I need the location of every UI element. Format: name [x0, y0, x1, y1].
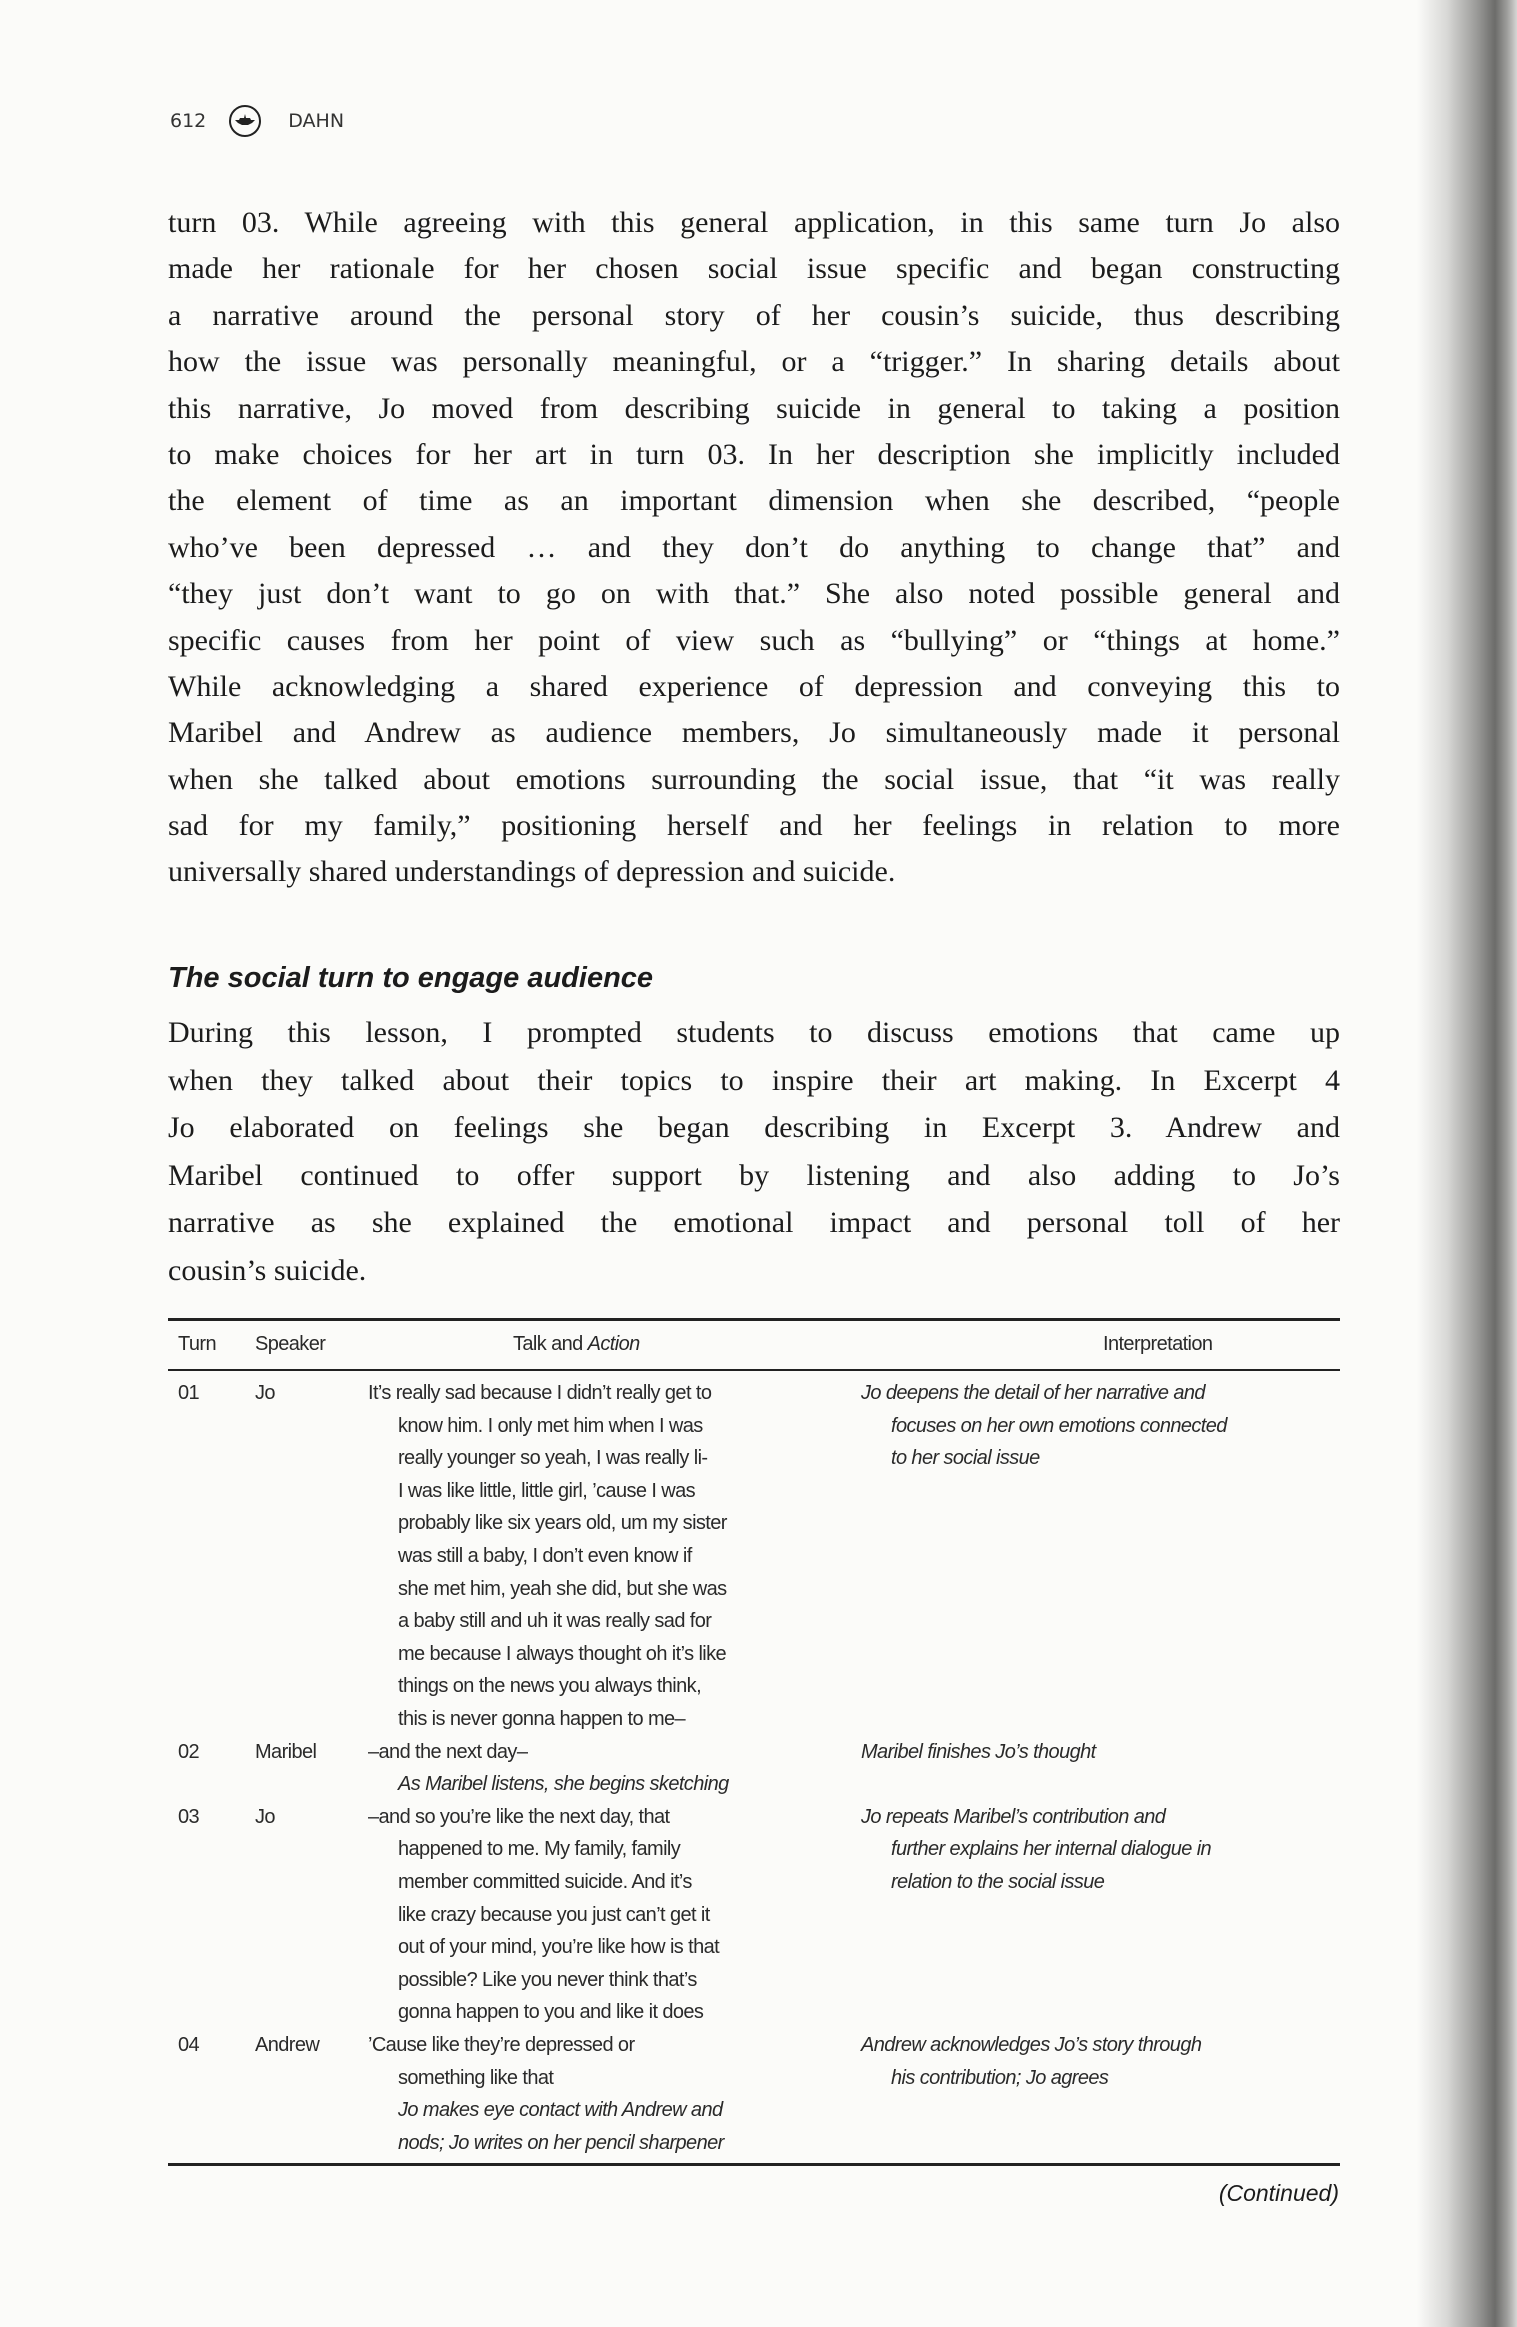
talk-line: member committed suicide. And it’s	[398, 1870, 692, 1893]
talk-line: something like that	[398, 2066, 554, 2089]
talk-line: –and so you’re like the next day, that	[368, 1805, 670, 1828]
talk-line: gonna happen to you and like it does	[398, 2001, 704, 2024]
table-row	[168, 1801, 1340, 2029]
excerpt-table	[168, 1318, 1340, 2166]
text-line: sad for my family,” positioning herself and her feelings in relation to more	[168, 809, 1340, 843]
header-talk-action	[513, 1333, 640, 1356]
text-line: the element of time as an important dimension when she described, “people	[168, 484, 1340, 518]
section-heading: The social turn to engage audience	[168, 962, 654, 994]
interpretation-cell	[861, 1377, 1227, 1475]
talk-line: –and the next day–	[368, 1740, 528, 1763]
table-header	[168, 1321, 1340, 1369]
action-line: nods; Jo writes on her pencil sharpener	[398, 2131, 724, 2154]
header-speaker: Speaker	[255, 1333, 326, 1355]
text-line: Maribel and Andrew as audience members, Jo simultaneously made it personal	[168, 716, 1340, 750]
table-row	[168, 1377, 1340, 1736]
text-line: “they just don’t want to go on with that.” She also noted possible general and	[168, 577, 1340, 611]
talk-line: happened to me. My family, family	[398, 1838, 681, 1861]
talk-line: out of your mind, you’re like how is that	[398, 1936, 720, 1959]
text-line: who’ve been depressed … and they don’t do anything to change that” and	[168, 530, 1340, 564]
text-line: narrative as she explained the emotional impact and personal toll of her	[168, 1206, 1340, 1239]
text-line: a narrative around the personal story of her cousin’s suicide, thus describing	[168, 298, 1340, 332]
talk-line: I was like little, little girl, ’cause I was	[398, 1479, 696, 1502]
header-action: Action	[587, 1333, 640, 1355]
interpretation-line: focuses on her own emotions connected	[891, 1414, 1227, 1437]
talk-line: she met him, yeah she did, but she was	[398, 1577, 727, 1600]
text-line: While acknowledging a shared experience of depression and conveying this to	[168, 669, 1340, 703]
page-edge-shadow	[1417, 0, 1517, 2327]
text-line: this narrative, Jo moved from describing suicide in general to taking a position	[168, 391, 1340, 425]
text-line: universally shared understandings of depression and suicide.	[168, 855, 896, 889]
continued-label: (Continued)	[1218, 2180, 1339, 2206]
text-line: Maribel continued to offer support by listening and also adding to Jo’s	[168, 1158, 1340, 1192]
text-line: made her rationale for her chosen social issue specific and began constructing	[168, 252, 1340, 286]
interpretation-cell	[861, 1801, 1211, 1899]
turn-cell: 03	[178, 1805, 200, 1828]
interpretation-cell	[861, 1736, 1096, 1769]
author-name: DAHN	[288, 110, 345, 132]
talk-cell	[368, 1801, 719, 2029]
text-line: when they talked about their topics to inspire their art making. In Excerpt 4	[168, 1063, 1340, 1097]
talk-line: possible? Like you never think that’s	[398, 1968, 697, 1991]
interpretation-cell	[861, 2029, 1201, 2094]
talk-line: know him. I only met him when I was	[398, 1414, 703, 1437]
text-line: During this lesson, I prompted students to discuss emotions that came up	[168, 1016, 1340, 1049]
talk-cell	[368, 2029, 724, 2159]
talk-line: really younger so yeah, I was really li-	[398, 1447, 708, 1470]
interpretation-line: to her social issue	[891, 1447, 1040, 1470]
turn-cell: 04	[178, 2033, 200, 2056]
text-line: how the issue was personally meaningful, or a “trigger.” In sharing details about	[168, 345, 1340, 379]
talk-cell	[368, 1736, 729, 1801]
talk-line: was still a baby, I don’t even know if	[398, 1544, 692, 1567]
running-header	[170, 104, 344, 138]
speaker-cell: Jo	[255, 1382, 275, 1404]
text-line: specific causes from her point of view such as “bullying” or “things at home.”	[168, 623, 1340, 657]
talk-line: probably like six years old, um my sister	[398, 1512, 727, 1535]
header-talk: Talk and	[513, 1333, 588, 1355]
talk-line: things on the news you always think,	[398, 1675, 702, 1698]
header-interpretation: Interpretation	[1103, 1333, 1213, 1355]
table-bottom-rule	[168, 2163, 1340, 2166]
talk-line: ’Cause like they’re depressed or	[368, 2033, 635, 2056]
speaker-cell: Maribel	[255, 1740, 317, 1763]
talk-line: It’s really sad because I didn’t really get to	[368, 1382, 712, 1404]
interpretation-line: Andrew acknowledges Jo’s story through	[861, 2033, 1202, 2056]
interpretation-line: Maribel finishes Jo’s thought	[861, 1740, 1096, 1763]
speaker-cell: Jo	[255, 1805, 275, 1828]
turn-cell: 01	[178, 1382, 200, 1404]
talk-cell	[368, 1377, 727, 1736]
text-line: Jo elaborated on feelings she began describing in Excerpt 3. Andrew and	[168, 1111, 1340, 1144]
speaker-cell: Andrew	[255, 2033, 320, 2056]
header-turn: Turn	[178, 1333, 216, 1355]
interpretation-line: further explains her internal dialogue in	[891, 1838, 1212, 1861]
text-line: cousin’s suicide.	[168, 1253, 367, 1287]
talk-line: this is never gonna happen to me–	[398, 1707, 686, 1730]
interpretation-line: relation to the social issue	[891, 1870, 1105, 1893]
table-row	[168, 1736, 1340, 1801]
interpretation-line: Jo repeats Maribel’s contribution and	[861, 1805, 1166, 1828]
interpretation-line: Jo deepens the detail of her narrative and	[861, 1382, 1205, 1404]
action-line: Jo makes eye contact with Andrew and	[398, 2099, 723, 2122]
talk-line: like crazy because you just can’t get it	[398, 1903, 710, 1926]
talk-line: me because I always thought oh it’s like	[398, 1642, 727, 1665]
interpretation-line: his contribution; Jo agrees	[891, 2066, 1109, 2089]
paragraph-2	[168, 1009, 1340, 1294]
page-number: 612	[170, 110, 207, 132]
turn-cell: 02	[178, 1740, 200, 1763]
publisher-lamp-icon	[228, 104, 262, 138]
action-line: As Maribel listens, she begins sketching	[398, 1773, 729, 1796]
text-line: when she talked about emotions surrounding the social issue, that “it was really	[168, 762, 1340, 796]
talk-line: a baby still and uh it was really sad for	[398, 1610, 712, 1633]
text-line: to make choices for her art in turn 03. In her description she implicitly included	[168, 437, 1340, 471]
text-line: turn 03. While agreeing with this general application, in this same turn Jo also	[168, 206, 1340, 239]
paragraph-1	[168, 200, 1340, 896]
table-row	[168, 2029, 1340, 2159]
